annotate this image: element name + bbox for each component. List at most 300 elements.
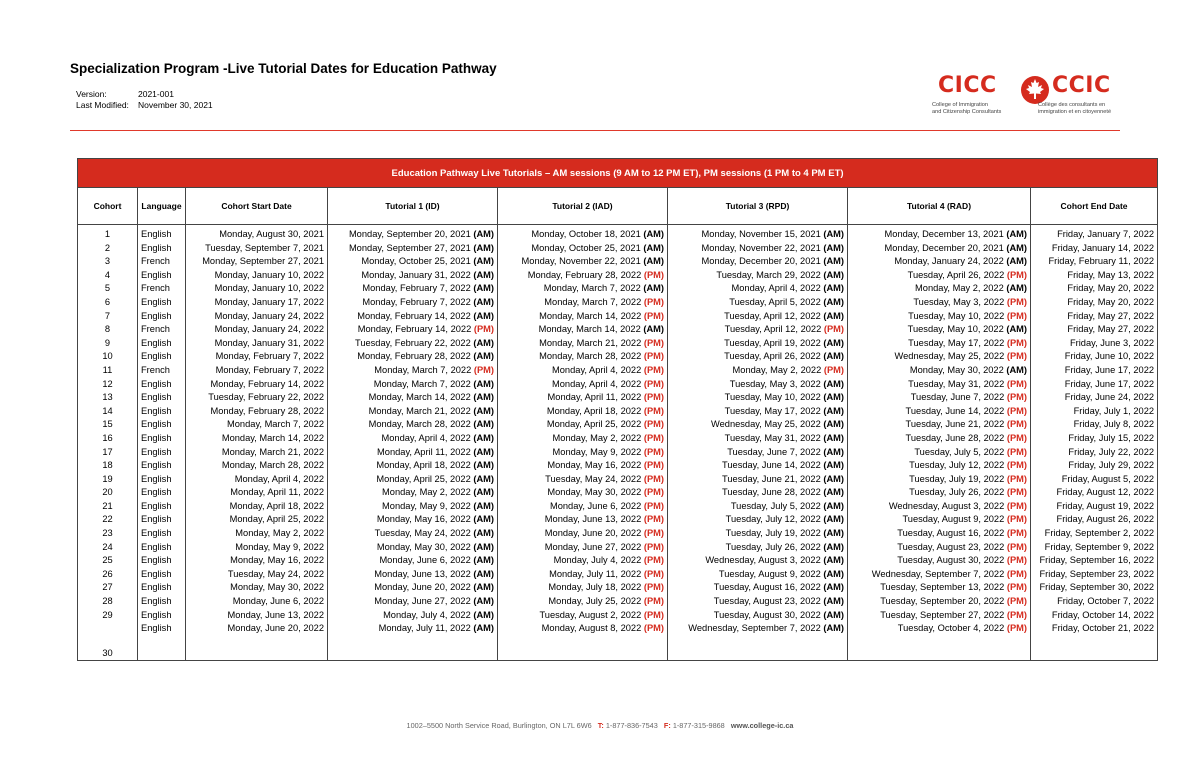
tutorial-1-cell: Monday, January 31, 2022 (AM) bbox=[328, 269, 498, 283]
language-cell: English bbox=[138, 459, 186, 473]
table-row bbox=[78, 473, 1158, 487]
am-session-tag: (AM) bbox=[823, 460, 844, 471]
table-row bbox=[78, 282, 1158, 296]
tutorial-2-cell: Monday, June 13, 2022 (PM) bbox=[498, 513, 668, 527]
table-row bbox=[78, 323, 1158, 337]
tutorial-1-cell: Monday, March 28, 2022 (AM) bbox=[328, 418, 498, 432]
cohort-cell: 7 bbox=[78, 310, 138, 324]
tutorial-4-cell: Tuesday, May 10, 2022 (AM) bbox=[848, 323, 1031, 337]
pm-session-tag: (PM) bbox=[643, 514, 664, 525]
am-session-tag: (AM) bbox=[1006, 283, 1027, 294]
table-row bbox=[78, 568, 1158, 582]
language-cell: English bbox=[138, 500, 186, 514]
am-session-tag: (AM) bbox=[823, 351, 844, 362]
table-header-row bbox=[78, 188, 1158, 225]
logo-right-subtitle: Collège des consultants en immigration et en citoyenneté bbox=[1038, 102, 1112, 115]
am-session-tag: (AM) bbox=[473, 487, 494, 498]
header-divider bbox=[70, 130, 1120, 131]
table-row bbox=[78, 595, 1158, 609]
tutorial-2-cell: Monday, March 28, 2022 (PM) bbox=[498, 350, 668, 364]
end-date-cell: Friday, October 7, 2022 bbox=[1031, 595, 1158, 609]
tutorial-1-cell: Monday, June 27, 2022 (AM) bbox=[328, 595, 498, 609]
am-session-tag: (AM) bbox=[473, 541, 494, 552]
cohort-cell: 26 bbox=[78, 568, 138, 582]
end-date-cell: Friday, September 16, 2022 bbox=[1031, 554, 1158, 568]
tutorial-1-cell: Monday, February 7, 2022 (AM) bbox=[328, 282, 498, 296]
tutorial-1-cell: Monday, May 30, 2022 (AM) bbox=[328, 541, 498, 555]
pm-session-tag: (PM) bbox=[473, 364, 494, 375]
tutorial-3-cell: Tuesday, April 12, 2022 (PM) bbox=[668, 323, 848, 337]
tutorial-3-cell: Tuesday, May 17, 2022 (AM) bbox=[668, 405, 848, 419]
tutorial-4-cell: Tuesday, September 27, 2022 (PM) bbox=[848, 609, 1031, 623]
start-date-cell: Monday, January 24, 2022 bbox=[186, 323, 328, 337]
tutorial-3-cell: Monday, April 4, 2022 (AM) bbox=[668, 282, 848, 296]
tutorial-2-cell: Monday, March 21, 2022 (PM) bbox=[498, 337, 668, 351]
column-header: Cohort bbox=[78, 188, 138, 225]
am-session-tag: (AM) bbox=[473, 283, 494, 294]
tutorial-3-cell: Tuesday, August 9, 2022 (AM) bbox=[668, 568, 848, 582]
end-date-cell: Friday, August 5, 2022 bbox=[1031, 473, 1158, 487]
language-cell: French bbox=[138, 364, 186, 378]
tutorial-4-cell: Tuesday, July 26, 2022 (PM) bbox=[848, 486, 1031, 500]
cohort-cell: 3 bbox=[78, 255, 138, 269]
language-cell: English bbox=[138, 568, 186, 582]
tutorial-4-cell: Tuesday, June 28, 2022 (PM) bbox=[848, 432, 1031, 446]
cohort-cell: 13 bbox=[78, 391, 138, 405]
end-date-cell: Friday, June 10, 2022 bbox=[1031, 350, 1158, 364]
start-date-cell: Monday, February 14, 2022 bbox=[186, 378, 328, 392]
table-row bbox=[78, 391, 1158, 405]
table-row bbox=[78, 459, 1158, 473]
start-date-cell: Monday, April 18, 2022 bbox=[186, 500, 328, 514]
am-session-tag: (AM) bbox=[473, 242, 494, 253]
table-row bbox=[78, 337, 1158, 351]
start-date-cell: Monday, April 4, 2022 bbox=[186, 473, 328, 487]
tutorial-4-cell: Tuesday, July 19, 2022 (PM) bbox=[848, 473, 1031, 487]
table-row bbox=[78, 554, 1158, 568]
tutorial-2-cell: Monday, May 2, 2022 (PM) bbox=[498, 432, 668, 446]
pm-session-tag: (PM) bbox=[643, 609, 664, 620]
start-date-cell: Monday, January 10, 2022 bbox=[186, 269, 328, 283]
am-session-tag: (AM) bbox=[1006, 324, 1027, 335]
cohort-cell: 5 bbox=[78, 282, 138, 296]
cohort-cell: 24 bbox=[78, 541, 138, 555]
end-date-cell: Friday, May 27, 2022 bbox=[1031, 310, 1158, 324]
tutorial-3-cell: Wednesday, September 7, 2022 (AM) bbox=[668, 622, 848, 661]
pm-session-tag: (PM) bbox=[1006, 446, 1027, 457]
cohort-cell: 15 bbox=[78, 418, 138, 432]
tutorial-1-cell: Monday, April 11, 2022 (AM) bbox=[328, 446, 498, 460]
pm-session-tag: (PM) bbox=[643, 432, 664, 443]
am-session-tag: (AM) bbox=[473, 256, 494, 267]
am-session-tag: (AM) bbox=[473, 310, 494, 321]
am-session-tag: (AM) bbox=[823, 283, 844, 294]
end-date-cell: Friday, August 12, 2022 bbox=[1031, 486, 1158, 500]
pm-session-tag: (PM) bbox=[643, 392, 664, 403]
am-session-tag: (AM) bbox=[823, 392, 844, 403]
tutorial-2-cell: Monday, April 18, 2022 (PM) bbox=[498, 405, 668, 419]
page-title: Specialization Program -Live Tutorial Dates for Education Pathway bbox=[70, 61, 497, 76]
cohort-cell: 6 bbox=[78, 296, 138, 310]
am-session-tag: (AM) bbox=[823, 596, 844, 607]
tutorial-4-cell: Tuesday, July 5, 2022 (PM) bbox=[848, 446, 1031, 460]
tutorial-1-cell: Monday, July 11, 2022 (AM) bbox=[328, 622, 498, 661]
table-row bbox=[78, 269, 1158, 283]
am-session-tag: (AM) bbox=[823, 310, 844, 321]
tutorial-3-cell: Tuesday, August 16, 2022 (AM) bbox=[668, 581, 848, 595]
am-session-tag: (AM) bbox=[473, 500, 494, 511]
table-banner: Education Pathway Live Tutorials – AM sessions (9 AM to 12 PM ET), PM sessions (1 PM to 4 PM ET) bbox=[78, 159, 1158, 188]
tutorial-1-cell: Monday, June 13, 2022 (AM) bbox=[328, 568, 498, 582]
pm-session-tag: (PM) bbox=[1006, 487, 1027, 498]
column-header: Language bbox=[138, 188, 186, 225]
tutorial-2-cell: Monday, May 16, 2022 (PM) bbox=[498, 459, 668, 473]
tutorial-1-cell: Monday, June 20, 2022 (AM) bbox=[328, 581, 498, 595]
tutorial-3-cell: Tuesday, May 10, 2022 (AM) bbox=[668, 391, 848, 405]
page-footer bbox=[0, 721, 1200, 730]
tutorial-1-cell: Monday, February 28, 2022 (AM) bbox=[328, 350, 498, 364]
tutorial-2-cell: Monday, March 14, 2022 (PM) bbox=[498, 310, 668, 324]
tutorial-1-cell: Tuesday, February 22, 2022 (AM) bbox=[328, 337, 498, 351]
am-session-tag: (AM) bbox=[1006, 256, 1027, 267]
end-date-cell: Friday, July 29, 2022 bbox=[1031, 459, 1158, 473]
tutorial-3-cell: Tuesday, August 23, 2022 (AM) bbox=[668, 595, 848, 609]
tutorial-4-cell: Wednesday, August 3, 2022 (PM) bbox=[848, 500, 1031, 514]
footer-address: 1002–5500 North Service Road, Burlington, ON L7L 6W6 bbox=[406, 721, 592, 730]
cohort-cell: 23 bbox=[78, 527, 138, 541]
am-session-tag: (AM) bbox=[643, 229, 664, 239]
end-date-cell: Friday, September 30, 2022 bbox=[1031, 581, 1158, 595]
tutorial-4-cell: Monday, December 20, 2021 (AM) bbox=[848, 242, 1031, 256]
tutorial-3-cell: Monday, May 2, 2022 (PM) bbox=[668, 364, 848, 378]
tutorial-1-cell: Tuesday, May 24, 2022 (AM) bbox=[328, 527, 498, 541]
end-date-cell: Friday, July 1, 2022 bbox=[1031, 405, 1158, 419]
pm-session-tag: (PM) bbox=[643, 269, 664, 280]
am-session-tag: (AM) bbox=[473, 514, 494, 525]
pm-session-tag: (PM) bbox=[1006, 269, 1027, 280]
cohort-cell: 27 bbox=[78, 581, 138, 595]
pm-session-tag: (PM) bbox=[1006, 528, 1027, 539]
table-body bbox=[78, 225, 1158, 661]
logo-left-subtitle: College of Immigration and Citizenship Consultants bbox=[932, 102, 1002, 115]
tutorial-3-cell: Tuesday, May 31, 2022 (AM) bbox=[668, 432, 848, 446]
am-session-tag: (AM) bbox=[823, 514, 844, 525]
cohort-cell: 18 bbox=[78, 459, 138, 473]
tutorial-3-cell: Tuesday, July 12, 2022 (AM) bbox=[668, 513, 848, 527]
tutorial-2-cell: Monday, April 11, 2022 (PM) bbox=[498, 391, 668, 405]
tutorial-3-cell: Tuesday, July 26, 2022 (AM) bbox=[668, 541, 848, 555]
cohort-cell: 30 bbox=[78, 622, 138, 661]
end-date-cell: Friday, January 7, 2022 bbox=[1031, 225, 1158, 242]
start-date-cell: Monday, June 13, 2022 bbox=[186, 609, 328, 623]
language-cell: English bbox=[138, 242, 186, 256]
pm-session-tag: (PM) bbox=[643, 582, 664, 593]
tutorial-4-cell: Tuesday, October 4, 2022 (PM) bbox=[848, 622, 1031, 661]
tutorial-1-cell: Monday, March 7, 2022 (PM) bbox=[328, 364, 498, 378]
end-date-cell: Friday, August 19, 2022 bbox=[1031, 500, 1158, 514]
footer-tel-label: T: bbox=[597, 721, 604, 730]
table-row bbox=[78, 486, 1158, 500]
am-session-tag: (AM) bbox=[823, 541, 844, 552]
tutorial-2-cell: Monday, October 25, 2021 (AM) bbox=[498, 242, 668, 256]
footer-website-link[interactable]: www.college-ic.ca bbox=[730, 721, 794, 730]
pm-session-tag: (PM) bbox=[643, 310, 664, 321]
tutorial-2-cell: Monday, October 18, 2021 (AM) bbox=[498, 225, 668, 242]
start-date-cell: Monday, January 24, 2022 bbox=[186, 310, 328, 324]
tutorial-3-cell: Tuesday, June 7, 2022 (AM) bbox=[668, 446, 848, 460]
cohort-cell: 12 bbox=[78, 378, 138, 392]
tutorial-2-cell: Monday, March 14, 2022 (AM) bbox=[498, 323, 668, 337]
am-session-tag: (AM) bbox=[473, 460, 494, 471]
tutorial-1-cell: Monday, March 21, 2022 (AM) bbox=[328, 405, 498, 419]
tutorial-3-cell: Tuesday, April 26, 2022 (AM) bbox=[668, 350, 848, 364]
column-header: Cohort End Date bbox=[1031, 188, 1158, 225]
am-session-tag: (AM) bbox=[823, 242, 844, 253]
tutorial-4-cell: Monday, January 24, 2022 (AM) bbox=[848, 255, 1031, 269]
am-session-tag: (AM) bbox=[1006, 242, 1027, 253]
start-date-cell: Monday, February 28, 2022 bbox=[186, 405, 328, 419]
tutorial-3-cell: Tuesday, April 12, 2022 (AM) bbox=[668, 310, 848, 324]
cohort-cell: 16 bbox=[78, 432, 138, 446]
am-session-tag: (AM) bbox=[473, 596, 494, 607]
am-session-tag: (AM) bbox=[473, 378, 494, 389]
tutorial-3-cell: Tuesday, June 28, 2022 (AM) bbox=[668, 486, 848, 500]
am-session-tag: (AM) bbox=[473, 555, 494, 566]
table-row bbox=[78, 364, 1158, 378]
tutorial-4-cell: Monday, May 30, 2022 (AM) bbox=[848, 364, 1031, 378]
am-session-tag: (AM) bbox=[823, 378, 844, 389]
language-cell: English bbox=[138, 310, 186, 324]
tutorial-2-cell: Monday, April 4, 2022 (PM) bbox=[498, 364, 668, 378]
language-cell: English bbox=[138, 527, 186, 541]
start-date-cell: Monday, May 30, 2022 bbox=[186, 581, 328, 595]
language-cell: French bbox=[138, 282, 186, 296]
am-session-tag: (AM) bbox=[473, 623, 494, 634]
pm-session-tag: (PM) bbox=[1006, 582, 1027, 593]
tutorial-1-cell: Monday, April 25, 2022 (AM) bbox=[328, 473, 498, 487]
am-session-tag: (AM) bbox=[473, 568, 494, 579]
tutorial-1-cell: Monday, May 16, 2022 (AM) bbox=[328, 513, 498, 527]
end-date-cell: Friday, June 17, 2022 bbox=[1031, 364, 1158, 378]
logo-right-word: CCIC bbox=[1052, 73, 1111, 98]
tutorial-3-cell: Monday, November 22, 2021 (AM) bbox=[668, 242, 848, 256]
pm-session-tag: (PM) bbox=[1006, 405, 1027, 416]
tutorial-4-cell: Tuesday, August 30, 2022 (PM) bbox=[848, 554, 1031, 568]
end-date-cell: Friday, July 15, 2022 bbox=[1031, 432, 1158, 446]
tutorial-4-cell: Tuesday, August 16, 2022 (PM) bbox=[848, 527, 1031, 541]
language-cell: English bbox=[138, 595, 186, 609]
tutorial-4-cell: Wednesday, May 25, 2022 (PM) bbox=[848, 350, 1031, 364]
pm-session-tag: (PM) bbox=[1006, 337, 1027, 348]
column-header: Tutorial 3 (RPD) bbox=[668, 188, 848, 225]
tutorial-dates-table bbox=[77, 158, 1158, 661]
end-date-cell: Friday, May 13, 2022 bbox=[1031, 269, 1158, 283]
tutorial-4-cell: Tuesday, June 14, 2022 (PM) bbox=[848, 405, 1031, 419]
am-session-tag: (AM) bbox=[823, 296, 844, 307]
tutorial-2-cell: Monday, July 18, 2022 (PM) bbox=[498, 581, 668, 595]
footer-fax: 1-877-315-9868 bbox=[672, 721, 725, 730]
tutorial-4-cell: Tuesday, May 31, 2022 (PM) bbox=[848, 378, 1031, 392]
am-session-tag: (AM) bbox=[823, 419, 844, 430]
language-cell: English bbox=[138, 350, 186, 364]
start-date-cell: Monday, April 25, 2022 bbox=[186, 513, 328, 527]
tutorial-4-cell: Wednesday, September 7, 2022 (PM) bbox=[848, 568, 1031, 582]
am-session-tag: (AM) bbox=[473, 269, 494, 280]
tutorial-4-cell: Monday, December 13, 2021 (AM) bbox=[848, 225, 1031, 242]
tutorial-1-cell: Monday, September 20, 2021 (AM) bbox=[328, 225, 498, 242]
column-header: Cohort Start Date bbox=[186, 188, 328, 225]
am-session-tag: (AM) bbox=[823, 337, 844, 348]
pm-session-tag: (PM) bbox=[643, 337, 664, 348]
tutorial-3-cell: Monday, November 15, 2021 (AM) bbox=[668, 225, 848, 242]
tutorial-3-cell: Tuesday, March 29, 2022 (AM) bbox=[668, 269, 848, 283]
cicc-logo bbox=[930, 72, 1120, 122]
tutorial-4-cell: Tuesday, July 12, 2022 (PM) bbox=[848, 459, 1031, 473]
tutorial-4-cell: Tuesday, May 10, 2022 (PM) bbox=[848, 310, 1031, 324]
pm-session-tag: (PM) bbox=[643, 541, 664, 552]
table-row bbox=[78, 446, 1158, 460]
pm-session-tag: (PM) bbox=[823, 324, 844, 335]
cohort-cell: 11 bbox=[78, 364, 138, 378]
am-session-tag: (AM) bbox=[473, 419, 494, 430]
tutorial-3-cell: Tuesday, May 3, 2022 (AM) bbox=[668, 378, 848, 392]
am-session-tag: (AM) bbox=[473, 392, 494, 403]
column-header: Tutorial 4 (RAD) bbox=[848, 188, 1031, 225]
cohort-cell: 25 bbox=[78, 554, 138, 568]
end-date-cell: Friday, July 22, 2022 bbox=[1031, 446, 1158, 460]
tutorial-2-cell: Monday, March 7, 2022 (AM) bbox=[498, 282, 668, 296]
table-row bbox=[78, 296, 1158, 310]
pm-session-tag: (PM) bbox=[643, 623, 664, 634]
table-row bbox=[78, 527, 1158, 541]
cohort-cell: 19 bbox=[78, 473, 138, 487]
pm-session-tag: (PM) bbox=[1006, 568, 1027, 579]
version-value: 2021-001 bbox=[138, 89, 174, 99]
language-cell: English bbox=[138, 432, 186, 446]
am-session-tag: (AM) bbox=[823, 405, 844, 416]
tutorial-3-cell: Tuesday, June 21, 2022 (AM) bbox=[668, 473, 848, 487]
maple-leaf-icon bbox=[1020, 75, 1050, 105]
am-session-tag: (AM) bbox=[823, 473, 844, 484]
tutorial-3-cell: Wednesday, August 3, 2022 (AM) bbox=[668, 554, 848, 568]
logo-left-word: CICC bbox=[938, 73, 997, 98]
tutorial-4-cell: Monday, May 2, 2022 (AM) bbox=[848, 282, 1031, 296]
am-session-tag: (AM) bbox=[823, 609, 844, 620]
tutorial-3-cell: Wednesday, May 25, 2022 (AM) bbox=[668, 418, 848, 432]
pm-session-tag: (PM) bbox=[643, 568, 664, 579]
pm-session-tag: (PM) bbox=[1006, 460, 1027, 471]
tutorial-1-cell: Monday, September 27, 2021 (AM) bbox=[328, 242, 498, 256]
pm-session-tag: (PM) bbox=[1006, 514, 1027, 525]
end-date-cell: Friday, June 17, 2022 bbox=[1031, 378, 1158, 392]
cohort-cell: 1 bbox=[78, 225, 138, 242]
end-date-cell: Friday, September 23, 2022 bbox=[1031, 568, 1158, 582]
am-session-tag: (AM) bbox=[823, 623, 844, 634]
end-date-cell: Friday, July 8, 2022 bbox=[1031, 418, 1158, 432]
pm-session-tag: (PM) bbox=[643, 351, 664, 362]
tutorial-3-cell: Tuesday, June 14, 2022 (AM) bbox=[668, 459, 848, 473]
am-session-tag: (AM) bbox=[473, 337, 494, 348]
table-row bbox=[78, 242, 1158, 256]
pm-session-tag: (PM) bbox=[1006, 555, 1027, 566]
cohort-cell: 28 bbox=[78, 595, 138, 609]
am-session-tag: (AM) bbox=[823, 500, 844, 511]
end-date-cell: Friday, October 14, 2022 bbox=[1031, 609, 1158, 623]
tutorial-2-cell: Monday, July 11, 2022 (PM) bbox=[498, 568, 668, 582]
modified-label: Last Modified: bbox=[76, 100, 129, 110]
tutorial-4-cell: Tuesday, September 13, 2022 (PM) bbox=[848, 581, 1031, 595]
end-date-cell: Friday, May 20, 2022 bbox=[1031, 282, 1158, 296]
start-date-cell: Tuesday, September 7, 2021 bbox=[186, 242, 328, 256]
end-date-cell: Friday, May 20, 2022 bbox=[1031, 296, 1158, 310]
pm-session-tag: (PM) bbox=[1006, 310, 1027, 321]
table-row bbox=[78, 418, 1158, 432]
am-session-tag: (AM) bbox=[643, 256, 664, 267]
table-row bbox=[78, 513, 1158, 527]
cohort-cell: 8 bbox=[78, 323, 138, 337]
language-cell: English bbox=[138, 473, 186, 487]
tutorial-4-cell: Tuesday, June 7, 2022 (PM) bbox=[848, 391, 1031, 405]
tutorial-2-cell: Monday, February 28, 2022 (PM) bbox=[498, 269, 668, 283]
language-cell: English bbox=[138, 622, 186, 661]
tutorial-4-cell: Tuesday, May 17, 2022 (PM) bbox=[848, 337, 1031, 351]
tutorial-1-cell: Monday, July 4, 2022 (AM) bbox=[328, 609, 498, 623]
column-header: Tutorial 1 (ID) bbox=[328, 188, 498, 225]
version-label: Version: bbox=[76, 89, 107, 99]
tutorial-1-cell: Monday, June 6, 2022 (AM) bbox=[328, 554, 498, 568]
cohort-cell: 4 bbox=[78, 269, 138, 283]
am-session-tag: (AM) bbox=[823, 555, 844, 566]
tutorial-2-cell: Monday, July 4, 2022 (PM) bbox=[498, 554, 668, 568]
start-date-cell: Monday, January 31, 2022 bbox=[186, 337, 328, 351]
cohort-cell: 10 bbox=[78, 350, 138, 364]
tutorial-2-cell: Monday, July 25, 2022 (PM) bbox=[498, 595, 668, 609]
tutorial-2-cell: Monday, May 9, 2022 (PM) bbox=[498, 446, 668, 460]
tutorial-1-cell: Monday, April 18, 2022 (AM) bbox=[328, 459, 498, 473]
am-session-tag: (AM) bbox=[473, 229, 494, 239]
tutorial-4-cell: Tuesday, August 9, 2022 (PM) bbox=[848, 513, 1031, 527]
am-session-tag: (AM) bbox=[823, 269, 844, 280]
pm-session-tag: (PM) bbox=[1006, 623, 1027, 634]
am-session-tag: (AM) bbox=[643, 283, 664, 294]
am-session-tag: (AM) bbox=[643, 324, 664, 335]
tutorial-2-cell: Monday, May 30, 2022 (PM) bbox=[498, 486, 668, 500]
pm-session-tag: (PM) bbox=[823, 364, 844, 375]
cohort-cell: 29 bbox=[78, 609, 138, 623]
language-cell: English bbox=[138, 486, 186, 500]
pm-session-tag: (PM) bbox=[643, 296, 664, 307]
language-cell: English bbox=[138, 541, 186, 555]
pm-session-tag: (PM) bbox=[1006, 609, 1027, 620]
pm-session-tag: (PM) bbox=[1006, 419, 1027, 430]
language-cell: English bbox=[138, 378, 186, 392]
document-meta bbox=[76, 89, 213, 111]
language-cell: English bbox=[138, 296, 186, 310]
am-session-tag: (AM) bbox=[473, 582, 494, 593]
pm-session-tag: (PM) bbox=[643, 500, 664, 511]
language-cell: English bbox=[138, 609, 186, 623]
pm-session-tag: (PM) bbox=[643, 528, 664, 539]
start-date-cell: Monday, March 28, 2022 bbox=[186, 459, 328, 473]
table-row bbox=[78, 378, 1158, 392]
start-date-cell: Monday, March 21, 2022 bbox=[186, 446, 328, 460]
tutorial-1-cell: Monday, October 25, 2021 (AM) bbox=[328, 255, 498, 269]
pm-session-tag: (PM) bbox=[643, 446, 664, 457]
table-row bbox=[78, 500, 1158, 514]
tutorial-3-cell: Tuesday, August 30, 2022 (AM) bbox=[668, 609, 848, 623]
start-date-cell: Monday, February 7, 2022 bbox=[186, 350, 328, 364]
start-date-cell: Monday, September 27, 2021 bbox=[186, 255, 328, 269]
